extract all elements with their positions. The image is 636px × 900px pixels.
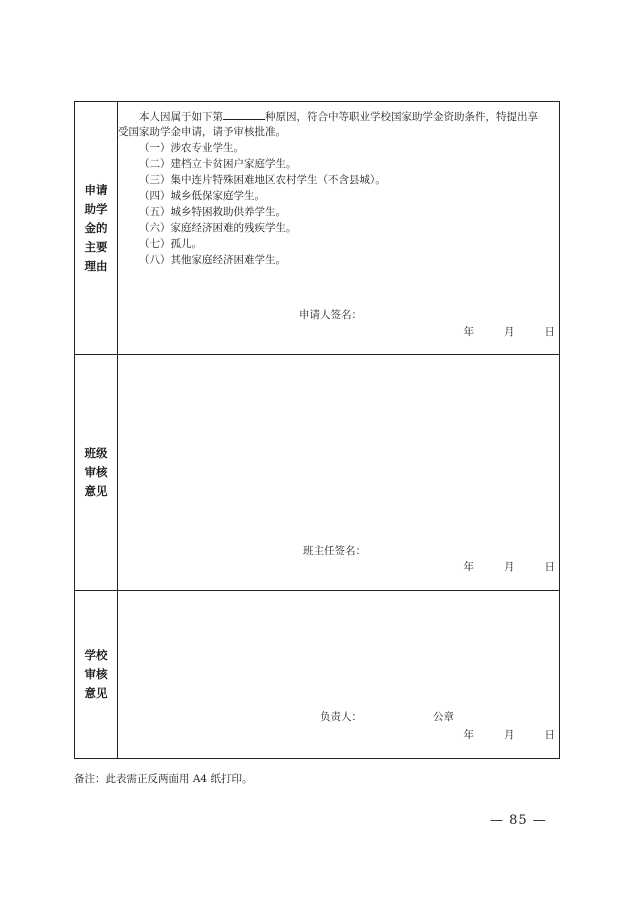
intro-suffix: 种原因，符合中等职业学校国家助学金资助条件，特提出享 [265,111,538,123]
school-review-content[interactable] [117,591,559,758]
reason-content-cell [117,102,559,354]
intro-line-2: 受国家助学金申请，请予审核批准。 [118,126,286,138]
option-6: （六）家庭经济困难的残疾学生。 [139,222,297,234]
date-year: 年 [463,326,474,338]
intro-prefix: 本人因属于如下第 [139,111,223,123]
date-month: 月 [504,729,515,741]
date-day: 日 [544,326,555,338]
date-day: 日 [544,729,555,741]
class-review-label: 班级 审核 意见 [84,446,108,498]
page-number: — 85 — [490,813,547,828]
intro-line-1 [139,108,538,125]
option-7: （七）孤儿。 [139,238,202,250]
school-date [464,727,556,742]
option-1: （一）涉农专业学生。 [139,142,244,154]
application-form [74,101,560,759]
official-seal-label: 公章 [433,711,454,723]
teacher-signature-label: 班主任签名： [303,545,366,557]
date-day: 日 [544,561,555,573]
class-date [464,559,556,574]
reason-label: 申请 助学 金的 主要 理由 [84,182,108,273]
school-review-row [75,590,559,758]
date-month: 月 [504,326,515,338]
date-year: 年 [463,561,474,573]
responsible-person-label: 负责人： [320,711,362,723]
reason-row [75,102,559,354]
class-review-row [75,354,559,590]
school-review-label: 学校 审核 意见 [84,648,108,700]
option-8: （八）其他家庭经济困难学生。 [139,254,286,266]
reason-label-cell [75,102,118,354]
school-label-cell [75,591,118,758]
option-2: （二）建档立卡贫困户家庭学生。 [139,158,297,170]
option-5: （五）城乡特困救助供养学生。 [139,206,286,218]
date-month: 月 [504,561,515,573]
option-4: （四）城乡低保家庭学生。 [139,190,265,202]
date-year: 年 [463,729,474,741]
applicant-date [464,324,556,339]
class-label-cell [75,355,118,590]
applicant-signature-label: 申请人签名： [299,309,362,321]
option-3: （三）集中连片特殊困难地区农村学生（不含县城）。 [139,174,386,186]
footnote: 备注：此表需正反两面用 A4 纸打印。 [74,773,253,785]
class-review-content[interactable] [117,355,559,590]
reason-number-blank[interactable] [223,108,265,120]
